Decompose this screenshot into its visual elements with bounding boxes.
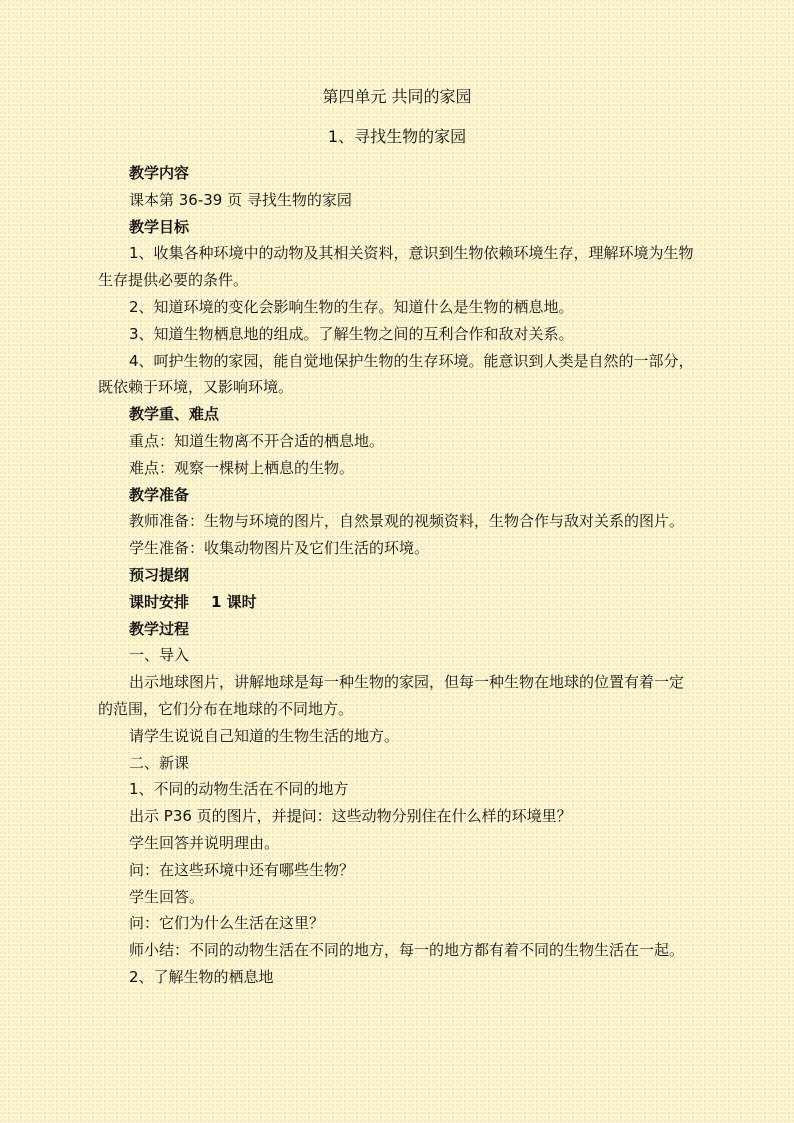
document-page xyxy=(98,84,696,991)
section-1-paragraph-2: 请学生说说自己知道的生物生活的地方。 xyxy=(129,726,400,745)
heading-teaching-goals: 教学目标 xyxy=(129,217,190,236)
paragraph-difficult-point: 难点：观察一棵树上栖息的生物。 xyxy=(129,458,355,477)
paragraph-goal-1: 1、收集各种环境中的动物及其相关资料，意识到生物依赖环境生存，理解环境为生物生存提供必要的条件。 xyxy=(98,244,694,290)
lesson-title: 1、寻找生物的家园 xyxy=(327,127,467,146)
section-2-paragraph-6: 师小结：不同的动物生活在不同的地方，每一的地方都有着不同的生物生活在一起。 xyxy=(129,941,685,960)
schedule-value: 1 课时 xyxy=(211,592,257,611)
paragraph-teacher-prep: 教师准备：生物与环境的图片，自然景观的视频资料，生物合作与敌对关系的图片。 xyxy=(129,512,685,531)
schedule-label: 课时安排 xyxy=(129,592,190,611)
section-2-paragraph-1: 出示 P36 页的图片，并提问：这些动物分别住在什么样的环境里？ xyxy=(129,807,572,826)
paragraph-student-prep: 学生准备：收集动物图片及它们生活的环境。 xyxy=(129,539,430,558)
section-1-title: 一、导入 xyxy=(129,646,190,665)
section-2-paragraph-2: 学生回答并说明理由。 xyxy=(129,833,280,852)
paragraph-goal-4: 4、呵护生物的家园，能自觉地保护生物的生存环境。能意识到人类是自然的一部分，既依赖于环境，又影响环境。 xyxy=(98,351,694,397)
section-2-paragraph-5: 问：它们为什么生活在这里？ xyxy=(129,914,325,933)
section-2-subtitle-2: 2、了解生物的栖息地 xyxy=(129,967,274,986)
section-2-paragraph-3: 问：在这些环境中还有哪些生物？ xyxy=(129,860,355,879)
section-2-subtitle-1: 1、不同的动物生活在不同的地方 xyxy=(129,780,349,799)
paragraph-content: 课本第 36-39 页 寻找生物的家园 xyxy=(129,190,352,209)
heading-preparation: 教学准备 xyxy=(129,485,190,504)
paragraph-goal-2: 2、知道环境的变化会影响生物的生存。知道什么是生物的栖息地。 xyxy=(129,297,574,316)
section-2-title: 二、新课 xyxy=(129,753,190,772)
unit-title: 第四单元 共同的家园 xyxy=(322,87,472,106)
heading-preview-outline: 预习提纲 xyxy=(129,565,190,584)
section-1-paragraph-1: 出示地球图片，讲解地球是每一种生物的家园，但每一种生物在地球的位置有着一定的范围，它们分布在地球的不同地方。 xyxy=(98,673,685,718)
paragraph-key-point: 重点：知道生物离不开合适的栖息地。 xyxy=(129,431,385,450)
heading-schedule xyxy=(98,589,696,616)
heading-teaching-process: 教学过程 xyxy=(129,619,190,638)
heading-key-points: 教学重、难点 xyxy=(129,405,220,424)
paragraph-goal-3: 3、知道生物栖息地的组成。了解生物之间的互利合作和敌对关系。 xyxy=(129,324,574,343)
section-2-paragraph-4: 学生回答。 xyxy=(129,887,205,906)
heading-teaching-content: 教学内容 xyxy=(129,164,190,182)
